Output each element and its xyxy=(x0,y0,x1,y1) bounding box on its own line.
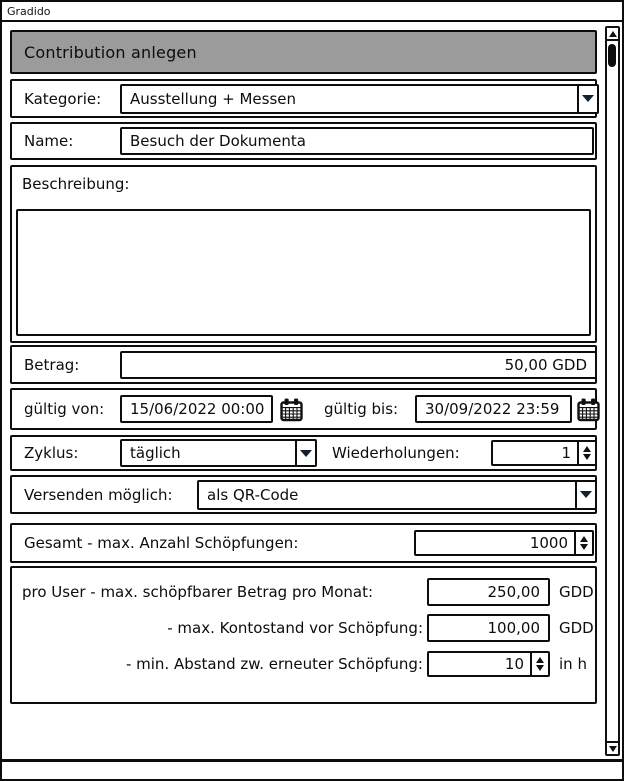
name-input[interactable] xyxy=(120,127,594,155)
pro-user-abstand-value: 10 xyxy=(504,655,524,673)
kategorie-row xyxy=(10,79,597,118)
calendar-icon[interactable] xyxy=(577,398,600,422)
wiederholungen-stepper[interactable] xyxy=(491,440,597,466)
versenden-select[interactable] xyxy=(197,480,597,510)
dialog-title: Contribution anlegen xyxy=(24,42,197,62)
scrollbar-thumb[interactable] xyxy=(608,44,616,67)
wiederholungen-label: Wiederholungen: xyxy=(332,444,460,462)
chevron-down-icon[interactable] xyxy=(575,482,595,508)
pro-user-abstand-unit: in h xyxy=(559,655,587,673)
gueltig-bis-label: gültig bis: xyxy=(324,400,399,418)
gueltig-von-input[interactable] xyxy=(120,395,273,423)
versenden-row xyxy=(10,475,597,514)
window-title: Gradido xyxy=(7,5,51,18)
stepper-arrows-icon[interactable] xyxy=(574,532,592,554)
pro-user-section xyxy=(10,566,597,704)
gueltig-von-label: gültig von: xyxy=(24,400,105,418)
gesamt-row xyxy=(10,523,597,563)
name-row xyxy=(10,122,597,160)
pro-user-betrag-value: 250,00 xyxy=(487,583,540,601)
pro-user-row-abstand xyxy=(12,646,595,682)
kategorie-label: Kategorie: xyxy=(24,89,102,108)
scroll-down-icon[interactable] xyxy=(607,741,618,754)
calendar-icon[interactable] xyxy=(280,398,303,422)
dialog-header xyxy=(10,30,597,74)
beschreibung-textarea[interactable] xyxy=(16,209,591,336)
status-bar xyxy=(2,759,622,779)
vertical-scrollbar[interactable] xyxy=(605,26,620,756)
kategorie-select[interactable] xyxy=(120,84,599,114)
name-value: Besuch der Dokumenta xyxy=(130,132,306,150)
betrag-value: 50,00 GDD xyxy=(504,355,587,374)
kategorie-value: Ausstellung + Messen xyxy=(130,89,297,108)
pro-user-betrag-unit: GDD xyxy=(559,583,594,601)
pro-user-kontostand-label: - max. Kontostand vor Schöpfung: xyxy=(167,619,423,637)
pro-user-kontostand-unit: GDD xyxy=(559,619,594,637)
beschreibung-section xyxy=(10,165,597,343)
zyklus-value: täglich xyxy=(130,444,181,462)
gueltig-von-value: 15/06/2022 00:00 xyxy=(130,400,265,418)
gueltig-row xyxy=(10,388,597,430)
pro-user-betrag-input[interactable] xyxy=(427,578,550,606)
chevron-down-icon[interactable] xyxy=(295,441,315,465)
pro-user-row-kontostand xyxy=(12,610,595,646)
betrag-label: Betrag: xyxy=(24,355,80,374)
pro-user-row-betrag xyxy=(12,574,595,610)
stepper-arrows-icon[interactable] xyxy=(530,653,548,675)
zyklus-select[interactable] xyxy=(120,439,317,467)
zyklus-label: Zyklus: xyxy=(24,444,79,462)
window-titlebar xyxy=(2,2,622,22)
gueltig-bis-input[interactable] xyxy=(415,395,572,423)
scroll-up-icon[interactable] xyxy=(607,28,618,41)
chevron-down-icon[interactable] xyxy=(577,86,597,112)
wiederholungen-value: 1 xyxy=(561,444,571,462)
gueltig-bis-value: 30/09/2022 23:59 xyxy=(425,400,560,418)
pro-user-abstand-label: - min. Abstand zw. erneuter Schöpfung: xyxy=(125,655,423,673)
stepper-arrows-icon[interactable] xyxy=(577,442,595,464)
pro-user-kontostand-input[interactable] xyxy=(427,614,550,642)
versenden-label: Versenden möglich: xyxy=(24,485,173,504)
pro-user-abstand-stepper[interactable] xyxy=(427,651,550,677)
name-label: Name: xyxy=(24,132,74,150)
pro-user-kontostand-value: 100,00 xyxy=(487,619,540,637)
pro-user-betrag-label: pro User - max. schöpfbarer Betrag pro Monat: xyxy=(22,583,374,601)
versenden-value: als QR-Code xyxy=(207,485,299,504)
betrag-row xyxy=(10,345,597,384)
gesamt-stepper[interactable] xyxy=(414,530,594,556)
gesamt-label: Gesamt - max. Anzahl Schöpfungen: xyxy=(24,534,299,552)
gesamt-value: 1000 xyxy=(529,534,568,552)
zyklus-row xyxy=(10,435,597,471)
beschreibung-label: Beschreibung: xyxy=(22,175,130,193)
betrag-input[interactable] xyxy=(120,351,597,379)
